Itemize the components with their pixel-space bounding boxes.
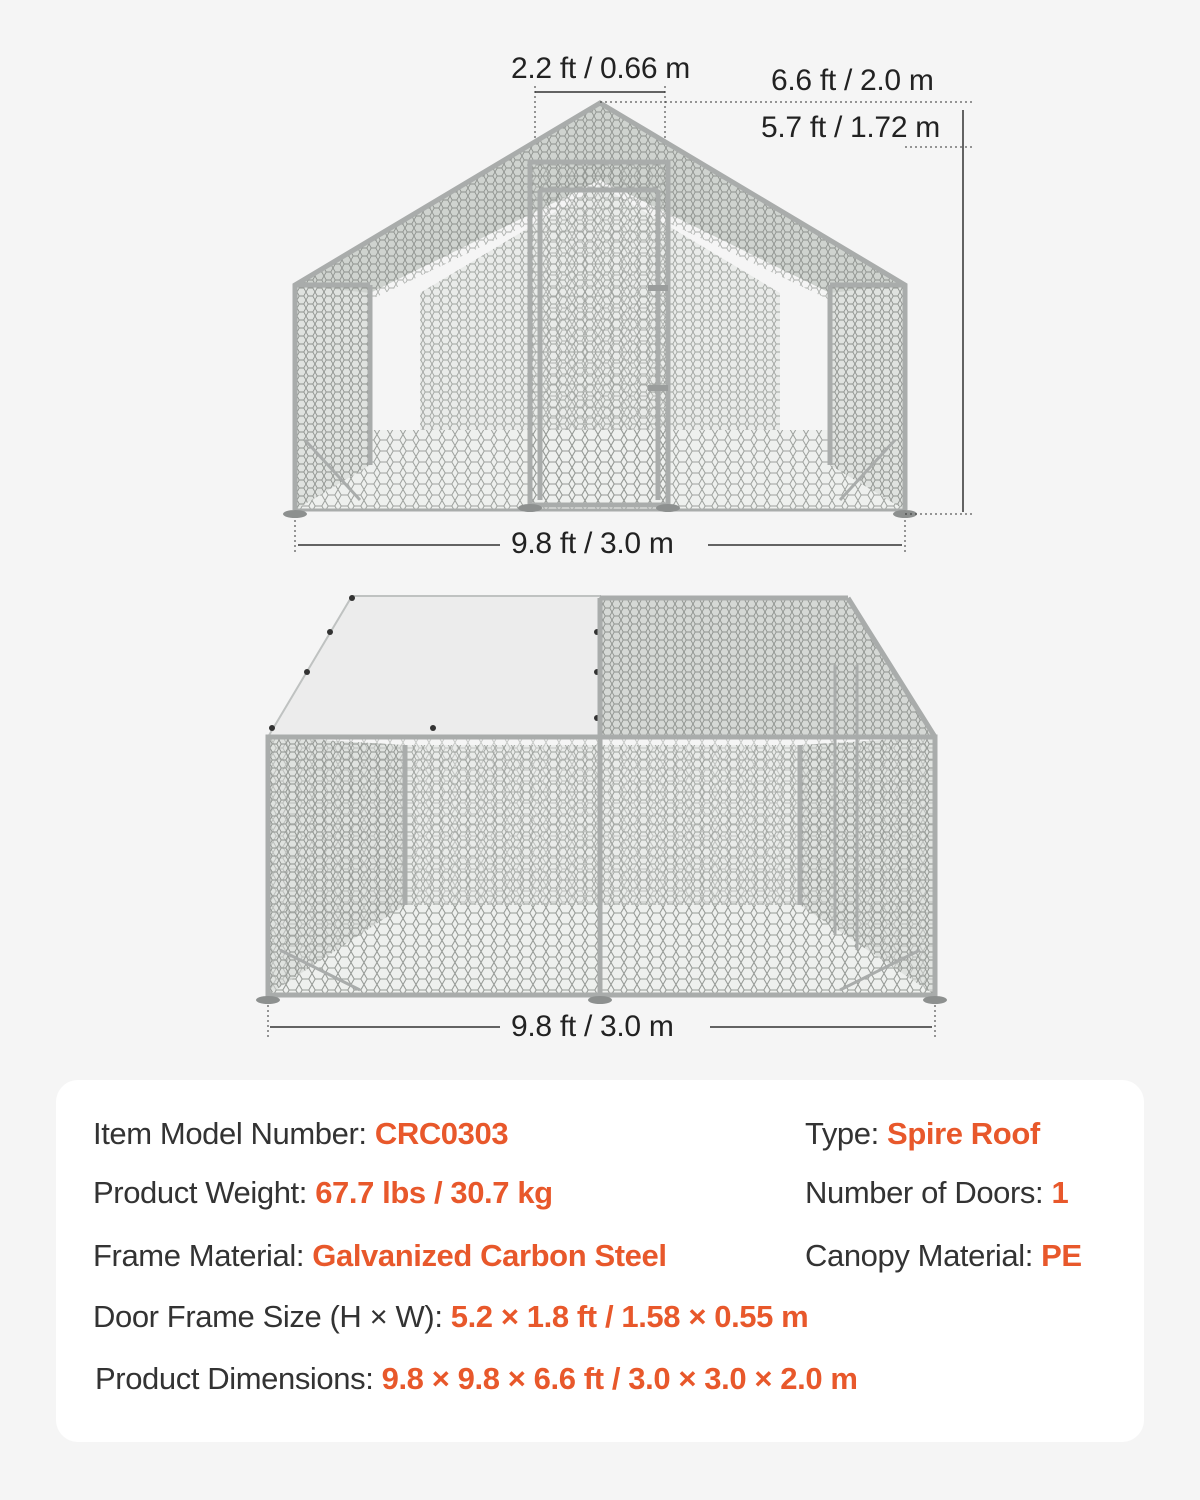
spec-model	[93, 1116, 508, 1152]
spec-label: Number of Doors:	[805, 1175, 1052, 1210]
spec-value: 1	[1051, 1175, 1069, 1210]
spec-canopy	[805, 1238, 1082, 1274]
spec-label: Product Weight:	[93, 1175, 316, 1210]
front-view-coop	[283, 103, 917, 518]
spec-value: PE	[1041, 1238, 1082, 1273]
spec-product-dimensions	[95, 1361, 858, 1397]
spec-type	[805, 1116, 1040, 1152]
spec-label: Product Dimensions:	[95, 1361, 382, 1396]
spec-label: Item Model Number:	[93, 1116, 375, 1151]
ridge-width-label: 2.2 ft / 0.66 m	[511, 52, 690, 85]
spec-doors	[805, 1175, 1068, 1211]
spec-value: 5.2 × 1.8 ft / 1.58 × 0.55 m	[450, 1299, 809, 1334]
canopy-view-coop	[256, 595, 947, 1004]
spec-weight	[93, 1175, 553, 1211]
depth-label: 9.8 ft / 3.0 m	[511, 1010, 674, 1043]
spec-label: Frame Material:	[93, 1238, 313, 1273]
spec-frame	[93, 1238, 667, 1274]
total-height-label: 6.6 ft / 2.0 m	[771, 64, 934, 97]
spec-door-frame	[93, 1299, 808, 1335]
spec-label: Type:	[805, 1116, 888, 1151]
side-height-label: 5.7 ft / 1.72 m	[761, 111, 940, 144]
spec-value: Spire Roof	[887, 1116, 1040, 1151]
spec-value: 67.7 lbs / 30.7 kg	[315, 1175, 553, 1210]
spec-value: 9.8 × 9.8 × 6.6 ft / 3.0 × 3.0 × 2.0 m	[381, 1361, 858, 1396]
spec-label: Door Frame Size (H × W):	[93, 1299, 451, 1334]
spec-value: Galvanized Carbon Steel	[312, 1238, 667, 1273]
spec-value: CRC0303	[374, 1116, 509, 1151]
front-width-label: 9.8 ft / 3.0 m	[511, 527, 674, 560]
spec-label: Canopy Material:	[805, 1238, 1042, 1273]
